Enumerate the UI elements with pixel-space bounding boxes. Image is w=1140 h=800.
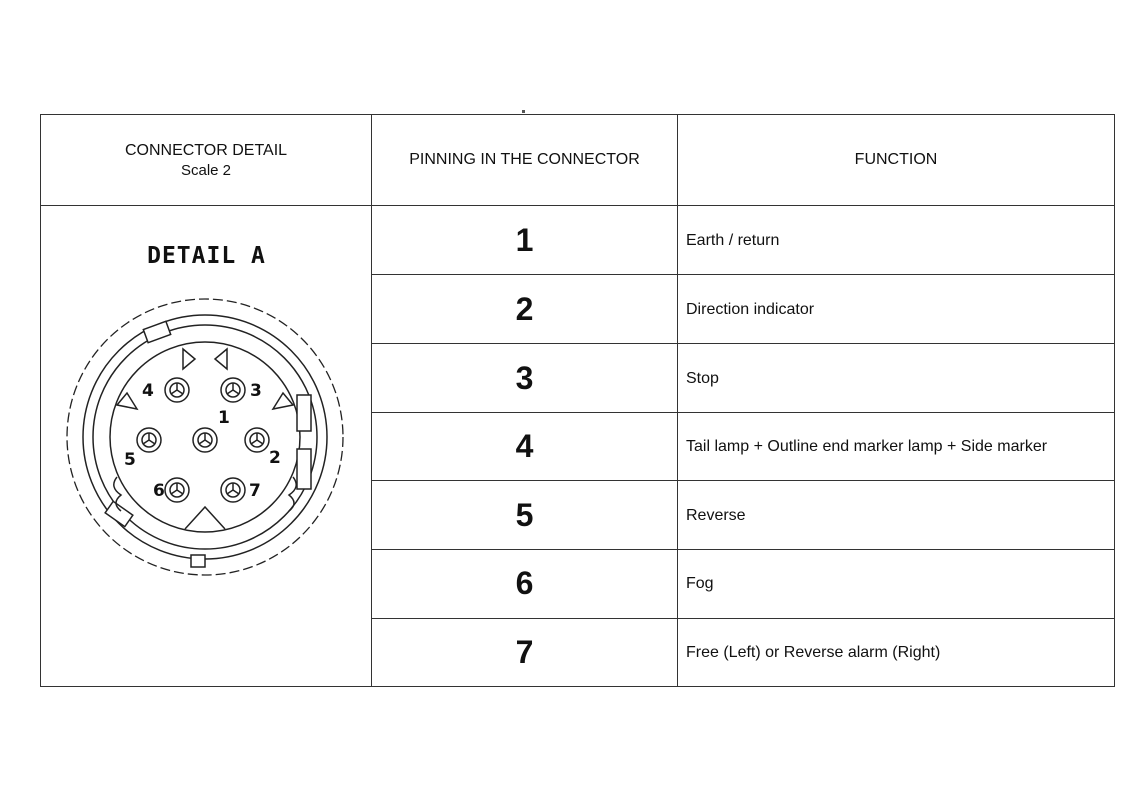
pin-number-cell: 2 <box>515 291 534 327</box>
key-notch <box>297 395 311 431</box>
pin-2 <box>245 428 269 452</box>
header-pinning <box>372 115 677 205</box>
pin-number-cell: 4 <box>515 428 534 464</box>
header-function-title: FUNCTION <box>854 151 938 168</box>
function-cell: Stop <box>686 369 719 387</box>
connector-drawing <box>65 297 349 587</box>
function-cell: Fog <box>686 574 714 592</box>
pin-label-4: 4 <box>142 381 154 401</box>
header-connector-detail <box>41 115 371 205</box>
pin-label-3: 3 <box>250 381 262 401</box>
pin-4 <box>165 378 189 402</box>
pin-7 <box>221 478 245 502</box>
connector-pinout-table <box>40 114 1115 687</box>
pin-6 <box>165 478 189 502</box>
key-bump <box>185 507 225 529</box>
key-notch <box>191 555 205 567</box>
header-scale-label: Scale 2 <box>180 161 232 179</box>
pin-number-cell: 5 <box>515 497 534 533</box>
function-cell: Free (Left) or Reverse alarm (Right) <box>686 643 941 661</box>
header-function <box>678 115 1114 205</box>
pin-number-cell: 1 <box>515 222 534 258</box>
detail-a-title: DETAIL A <box>147 243 266 269</box>
pin-3 <box>221 378 245 402</box>
pin-label-6: 6 <box>153 481 165 501</box>
key-bump <box>215 349 227 369</box>
key-bump <box>183 349 195 369</box>
pin-number-cell: 7 <box>515 634 534 670</box>
pin-number-cell: 6 <box>515 565 534 601</box>
pin-1 <box>193 428 217 452</box>
function-cell: Direction indicator <box>686 300 815 318</box>
pin-label-5: 5 <box>124 450 136 470</box>
key-notch <box>105 501 133 526</box>
top-tick-mark <box>522 110 525 113</box>
key-bump <box>289 477 296 511</box>
function-cell: Earth / return <box>686 231 780 249</box>
pin-label-7: 7 <box>249 481 261 501</box>
pin-number-cell: 3 <box>515 360 534 396</box>
key-notch <box>297 449 311 489</box>
function-cell: Reverse <box>686 506 746 524</box>
pin-label-1: 1 <box>218 408 230 428</box>
pin-label-2: 2 <box>269 448 281 468</box>
header-connector-detail-title: CONNECTOR DETAIL <box>124 141 288 159</box>
key-notch <box>143 321 170 342</box>
pin-5 <box>137 428 161 452</box>
header-pinning-title: PINNING IN THE CONNECTOR <box>409 151 640 168</box>
function-cell: Tail lamp + Outline end marker lamp + Side marker <box>686 437 1048 455</box>
